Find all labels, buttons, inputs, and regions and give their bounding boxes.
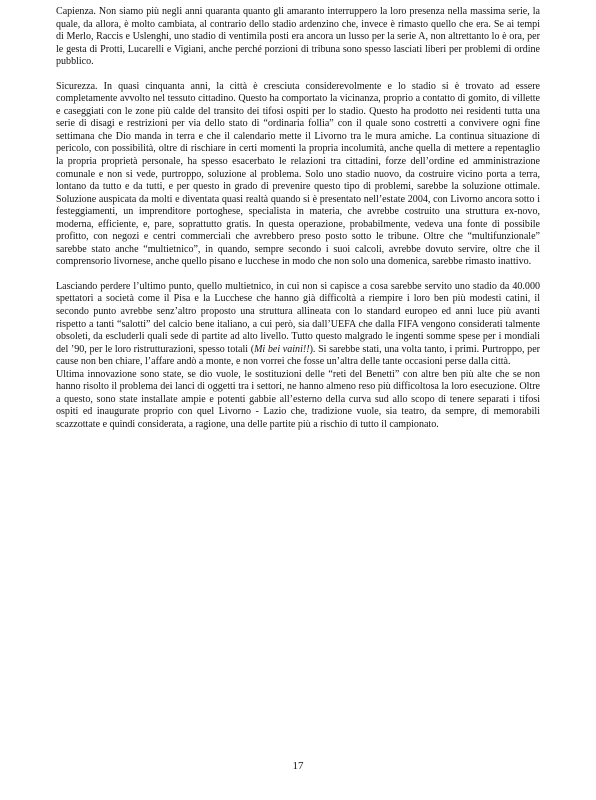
paragraph-capienza: Capienza. Non siamo più negli anni quaranta quanto gli amaranto interruppero la loro presenza nella massima serie, la quale, da allora, è molto cambiata, al contrario dello stadio ardenzino che, invece è rimasto quello che era. Se ai tempi di Merlo, Raccis e Uslenghi, uno stadio di ventimila posti era ancora un lusso per la serie A, non altrettanto lo è ora, per le gesta di Protti, Lucarelli e Vigiani, anche perché porzioni di tribuna sono spesso lasciati liberi per problemi di ordine pubblico. xyxy=(56,6,540,68)
document-body xyxy=(56,6,540,444)
paragraph-text-before-emphasis: Lasciando perdere l’ultimo punto, quello multietnico, in cui non si capisce a cosa sarebbe servito uno stadio da 40.000 spettatori a società come il Pisa e la Lucchese che hanno già difficoltà a riempire i loro ben più modesti catini, il secondo punto avrebbe senz’altro proposto una struttura allineata con lo standard europeo ed anni luce più avanti rispetto a tanti “salotti” del calcio bene italiano, a cui però, sia dall’UEFA che dalla FIFA vengono considerati talmente obsoleti, da escluderli quali sede di partite ad alto livello. Tutto questo malgrado le ingenti somme spese per i mondiali del ’90, per le loro ristrutturazioni, spesso totali ( xyxy=(56,280,540,355)
paragraph-sicurezza: Sicurezza. In quasi cinquanta anni, la città è cresciuta considerevolmente e lo stadio si è trovato ad essere completamente avvolto nel tessuto cittadino. Questo ha comportato la vicinanza, proprio a contatto di gomito, di villette e caseggiati con le zone più calde del transito dei tifosi ospiti per lo stadio. Questo ha prodotto nei residenti tutta una serie di disagi e restrizioni per via dello stato di “ordinaria follia” con il quale sono costretti a convivere ogni fine settimana che Dio manda in terra e che il calendario mette il Livorno tra le mura amiche. La continua situazione di pericolo, con possibilità, oltre di rischiare in certi momenti la propria incolumità, anche quella di mettere a repentaglio la propria proprietà personale, ha spesso esacerbato le relazioni tra cittadini, forze dell’ordine ed amministrazione comunale e non si vede, purtroppo, soluzione al problema. Solo uno stadio nuovo, da costruire vicino porta a terra, lontano da tutto e da tutti, e per questo in grado di prevenire questo tipo di problemi, sarebbe la soluzione ottimale. Soluzione auspicata da molti e diventata quasi realtà quando si è presentato nell’estate 2004, con Livorno ancora sotto i festeggiamenti, un imprenditore portoghese, specialista in materia, che avrebbe costruito una struttura ex-novo, moderna, efficiente, e, pare, soprattutto gratis. In questa operazione, probabilmente, vedeva una fonte di possibile profitto, con negozi e centri commerciali che avrebbero preso posto sotto le tribune. Oltre che “multifunzionale” sarebbe stato anche “multietnico”, in quando, sempre secondo i suoi calcoli, avrebbe dovuto servire, oltre che il comprensorio livornese, anche quello pisano e lucchese in modo che non solo una domenica, sarebbe rimasto inattivo. xyxy=(56,80,540,268)
paragraph-ultima-innovazione: Ultima innovazione sono state, se dio vuole, le sostituzioni delle “reti del Benetti” con altre ben più alte che se non hanno risolto il problema dei lanci di oggetti tra i settori, ne hanno almeno reso più difficoltosa la loro esecuzione. Oltre a questo, sono state installate ampie e potenti gabbie all’esterno della curva sud allo scopo di tenere separati i tifosi ospiti ed inaugurate proprio con quel Livorno - Lazio che, tradizione vuole, sia teatro, da sempre, di memorabili scazzottate e quindi considerata, a ragione, una delle partite più a rischio di tutto il campionato. xyxy=(56,368,540,430)
paragraph-text-after-emphasis: ). Si sarebbe stati, una volta tanto, i primi. Purtroppo, per cause non ben chiare, l’affare andò a monte, e non vorrei che fosse un’altra delle tante occasioni perse dalla città. xyxy=(56,343,540,368)
paragraph-multietnico xyxy=(56,281,540,369)
page-number: 17 xyxy=(292,760,304,772)
emphasis-exclamation: Mi bei vaini!! xyxy=(254,343,310,355)
